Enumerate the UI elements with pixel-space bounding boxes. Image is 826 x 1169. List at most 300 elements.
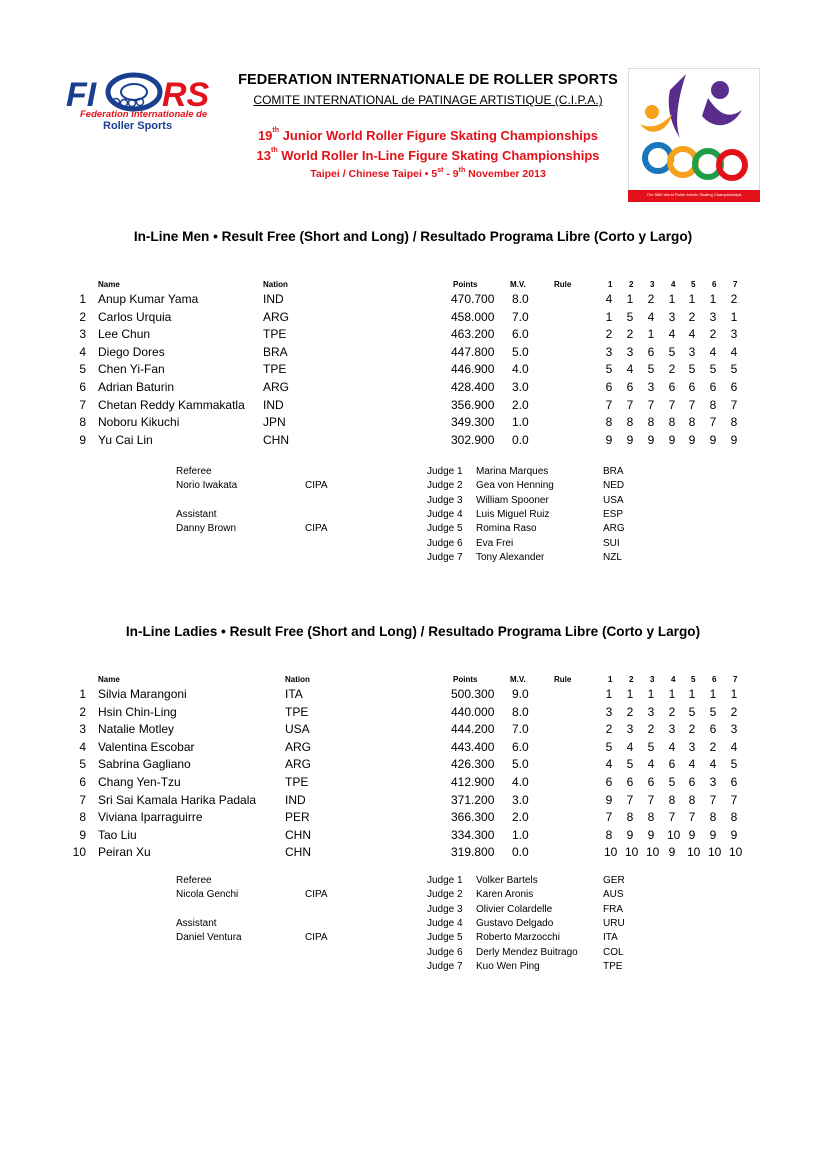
rank-cell: 8	[79, 810, 86, 825]
nation-cell: ITA	[285, 687, 303, 701]
judge-placement-cell: 3	[647, 704, 655, 719]
assistant-label: Assistant	[176, 508, 217, 520]
judge-label: Judge 1	[427, 466, 463, 477]
name-column-header: Name	[98, 675, 120, 684]
federation-name: FEDERATION INTERNATIONALE DE ROLLER SPORTS	[238, 72, 618, 88]
athlete-name-cell: Lee Chun	[98, 327, 151, 342]
nation-cell: ARG	[285, 739, 312, 754]
judge-column-header: 7	[733, 675, 738, 684]
result-row	[0, 828, 826, 846]
judge-column-header: 4	[671, 280, 676, 289]
assistant-org: CIPA	[305, 932, 328, 944]
athlete-name-cell: Peiran Xu	[98, 845, 151, 860]
rule-column-header: Rule	[554, 675, 572, 684]
judge-placement-cell: 7	[626, 397, 634, 412]
judge-placement-cell: 1	[626, 292, 634, 306]
judge-placement-cell: 1	[709, 687, 717, 701]
section-title: In-Line Men • Result Free (Short and Long) / Resultado Programa Libre (Corto y Largo)	[133, 229, 693, 244]
judge-label: Judge 6	[427, 537, 463, 549]
rank-cell: 5	[79, 757, 86, 772]
judge-placement-cell: 8	[626, 810, 634, 825]
athlete-name-cell: Hsin Chin-Ling	[98, 704, 177, 719]
rank-cell: 6	[79, 775, 86, 789]
judge-placement-cell: 10	[625, 845, 639, 860]
assistant-name: Daniel Ventura	[176, 932, 242, 944]
points-cell: 440.000	[451, 704, 495, 719]
judge-placement-cell: 8	[709, 810, 717, 825]
mv-cell: 5.0	[512, 344, 529, 359]
nation-cell: TPE	[285, 775, 309, 789]
athlete-name-cell: Diego Dores	[98, 344, 165, 359]
athlete-name-cell: Adrian Baturin	[98, 380, 175, 394]
judge-placement-cell: 7	[709, 792, 717, 807]
judge-placement-cell: 9	[626, 827, 634, 842]
judge-placement-cell: 7	[605, 810, 613, 825]
judge-nation: USA	[603, 494, 624, 506]
judge-placement-cell: 6	[668, 757, 676, 772]
rank-cell: 10	[72, 845, 86, 860]
nation-cell: IND	[285, 792, 306, 807]
judge-placement-cell: 4	[605, 757, 613, 772]
athlete-name-cell: Sri Sai Kamala Harika Padala	[98, 792, 257, 807]
judge-placement-cell: 9	[647, 432, 655, 447]
judge-placement-cell: 1	[688, 687, 696, 701]
mv-cell: 5.0	[512, 757, 529, 772]
rank-cell: 5	[79, 362, 86, 377]
result-row	[0, 810, 826, 828]
judge-placement-cell: 3	[626, 722, 634, 737]
rank-cell: 2	[79, 309, 86, 324]
rank-cell: 6	[79, 380, 86, 394]
judge-placement-cell: 1	[688, 292, 696, 306]
referee-label: Referee	[176, 875, 212, 886]
nation-cell: ARG	[263, 309, 290, 324]
judge-placement-cell: 7	[668, 397, 676, 412]
judge-placement-cell: 5	[647, 739, 655, 754]
nation-cell: ARG	[285, 757, 312, 772]
athlete-name-cell: Anup Kumar Yama	[98, 292, 199, 306]
judge-placement-cell: 9	[668, 845, 676, 860]
judge-label: Judge 5	[427, 932, 463, 944]
judge-name: Gea von Henning	[476, 480, 554, 492]
nation-cell: TPE	[263, 327, 287, 342]
judge-placement-cell: 3	[709, 309, 717, 324]
athlete-name-cell: Silvia Marangoni	[98, 687, 187, 701]
judge-placement-cell: 9	[605, 792, 613, 807]
judge-placement-cell: 10	[708, 845, 722, 860]
judge-placement-cell: 9	[709, 432, 717, 447]
mv-cell: 6.0	[512, 327, 529, 342]
judge-placement-cell: 1	[647, 327, 655, 342]
judge-column-header: 1	[608, 675, 613, 684]
judge-placement-cell: 4	[709, 344, 717, 359]
judge-label: Judge 3	[427, 494, 463, 506]
rank-cell: 2	[79, 704, 86, 719]
judge-placement-cell: 7	[730, 397, 738, 412]
athlete-name-cell: Chang Yen-Tzu	[98, 775, 181, 789]
result-row	[0, 705, 826, 723]
committee-name: COMITE INTERNATIONAL de PATINAGE ARTISTIQUE (C.I.P.A.)	[253, 93, 603, 107]
judge-nation: NED	[603, 480, 625, 492]
judge-placement-cell: 4	[626, 362, 634, 377]
mv-cell: 2.0	[512, 397, 529, 412]
rank-cell: 8	[79, 415, 86, 430]
mv-cell: 1.0	[512, 827, 529, 842]
mv-column-header: M.V.	[510, 280, 526, 289]
judge-placement-cell: 6	[730, 775, 738, 789]
nation-cell: BRA	[263, 344, 288, 359]
referee-label: Referee	[176, 466, 212, 477]
judge-placement-cell: 10	[604, 845, 618, 860]
judge-placement-cell: 2	[668, 362, 676, 377]
rank-cell: 3	[79, 722, 86, 737]
nation-cell: USA	[285, 722, 310, 737]
judge-placement-cell: 7	[647, 397, 655, 412]
event-location-dates: Taipei / Chinese Taipei • 5st - 9th November 2013	[310, 167, 546, 180]
judge-placement-cell: 2	[605, 722, 613, 737]
judge-column-header: 3	[650, 675, 655, 684]
judge-name: Olivier Colardelle	[476, 903, 553, 915]
judge-placement-cell: 5	[605, 739, 613, 754]
athlete-name-cell: Tao Liu	[98, 827, 137, 842]
points-cell: 447.800	[451, 344, 495, 359]
judge-nation: ESP	[603, 508, 624, 520]
judge-placement-cell: 5	[688, 362, 696, 377]
judge-placement-cell: 1	[730, 309, 738, 324]
mv-cell: 4.0	[512, 362, 529, 377]
championship-inline: 13th World Roller In-Line Figure Skating Championships	[256, 147, 600, 163]
result-row	[0, 327, 826, 345]
points-cell: 444.200	[451, 722, 495, 737]
judge-name: Kuo Wen Ping	[476, 960, 540, 972]
judge-name: Tony Alexander	[476, 551, 545, 563]
judge-column-header: 4	[671, 675, 676, 684]
judge-placement-cell: 4	[647, 309, 655, 324]
mv-cell: 0.0	[512, 845, 529, 860]
nation-column-header: Nation	[263, 280, 288, 289]
judge-placement-cell: 8	[647, 810, 655, 825]
judge-placement-cell: 3	[626, 344, 634, 359]
judge-placement-cell: 2	[647, 722, 655, 737]
judge-placement-cell: 6	[647, 344, 655, 359]
rule-column-header: Rule	[554, 280, 572, 289]
nation-cell: CHN	[263, 432, 289, 447]
judge-placement-cell: 6	[605, 380, 613, 394]
judge-placement-cell: 4	[730, 344, 738, 359]
nation-cell: TPE	[285, 704, 309, 719]
judge-placement-cell: 2	[688, 722, 696, 737]
judge-placement-cell: 9	[605, 432, 613, 447]
judge-placement-cell: 7	[730, 792, 738, 807]
judge-nation: ARG	[603, 523, 625, 535]
judge-placement-cell: 5	[730, 362, 738, 377]
mv-cell: 4.0	[512, 775, 529, 789]
nation-cell: ARG	[263, 380, 290, 394]
judge-label: Judge 7	[427, 551, 463, 563]
points-cell: 470.700	[451, 292, 495, 306]
judge-placement-cell: 5	[730, 757, 738, 772]
judge-placement-cell: 9	[730, 432, 738, 447]
judge-placement-cell: 2	[668, 704, 676, 719]
judge-placement-cell: 4	[730, 739, 738, 754]
judge-name: Karen Aronis	[476, 889, 534, 901]
points-cell: 349.300	[451, 415, 495, 430]
judge-placement-cell: 5	[626, 309, 634, 324]
result-row	[0, 380, 826, 398]
judge-nation: URU	[603, 917, 625, 929]
championship-junior: 19th Junior World Roller Figure Skating Championships	[257, 127, 599, 143]
judge-column-header: 6	[712, 675, 717, 684]
judge-column-header: 5	[691, 675, 696, 684]
judge-placement-cell: 3	[668, 309, 676, 324]
athlete-name-cell: Carlos Urquia	[98, 309, 172, 324]
judge-placement-cell: 2	[647, 292, 655, 306]
judge-placement-cell: 8	[668, 415, 676, 430]
judge-placement-cell: 1	[605, 687, 613, 701]
judge-placement-cell: 3	[688, 739, 696, 754]
judge-placement-cell: 1	[605, 309, 613, 324]
judge-placement-cell: 3	[730, 327, 738, 342]
judge-column-header: 3	[650, 280, 655, 289]
judge-placement-cell: 4	[626, 739, 634, 754]
judge-placement-cell: 3	[647, 380, 655, 394]
mv-cell: 3.0	[512, 792, 529, 807]
judge-placement-cell: 6	[709, 722, 717, 737]
judge-placement-cell: 2	[626, 704, 634, 719]
nation-cell: CHN	[285, 827, 311, 842]
championship-logo	[628, 68, 760, 202]
judge-placement-cell: 6	[647, 775, 655, 789]
judge-placement-cell: 8	[730, 810, 738, 825]
nation-cell: JPN	[263, 415, 286, 430]
judge-placement-cell: 4	[709, 757, 717, 772]
judge-placement-cell: 10	[667, 827, 681, 842]
judge-placement-cell: 3	[709, 775, 717, 789]
nation-cell: TPE	[263, 362, 287, 377]
points-cell: 443.400	[451, 739, 495, 754]
judge-placement-cell: 7	[647, 792, 655, 807]
judge-placement-cell: 5	[605, 362, 613, 377]
judge-placement-cell: 4	[668, 327, 676, 342]
judge-column-header: 2	[629, 280, 634, 289]
judge-name: Derly Mendez Buitrago	[476, 946, 578, 958]
nation-cell: IND	[263, 397, 284, 412]
athlete-name-cell: Sabrina Gagliano	[98, 757, 191, 772]
judge-placement-cell: 2	[709, 327, 717, 342]
judge-placement-cell: 6	[688, 775, 696, 789]
judge-label: Judge 6	[427, 946, 463, 958]
mv-cell: 3.0	[512, 380, 529, 394]
result-row	[0, 292, 826, 310]
judge-placement-cell: 9	[709, 827, 717, 842]
judge-placement-cell: 5	[709, 704, 717, 719]
judge-column-header: 7	[733, 280, 738, 289]
result-row	[0, 362, 826, 380]
judge-placement-cell: 7	[688, 397, 696, 412]
points-cell: 334.300	[451, 827, 495, 842]
judge-column-header: 1	[608, 280, 613, 289]
result-row	[0, 687, 826, 705]
result-row	[0, 310, 826, 328]
judge-label: Judge 4	[427, 917, 463, 929]
judge-placement-cell: 1	[668, 292, 676, 306]
judge-placement-cell: 4	[688, 327, 696, 342]
judge-placement-cell: 1	[709, 292, 717, 306]
judge-nation: GER	[603, 875, 625, 886]
judge-placement-cell: 2	[730, 704, 738, 719]
judge-placement-cell: 2	[709, 739, 717, 754]
judge-placement-cell: 8	[730, 415, 738, 430]
judge-placement-cell: 6	[626, 380, 634, 394]
judge-label: Judge 2	[427, 889, 463, 901]
nation-column-header: Nation	[285, 675, 310, 684]
championship-logo-caption: The 58th World Roller Artistic Skating Championships	[646, 192, 742, 197]
result-row	[0, 740, 826, 758]
judge-placement-cell: 7	[688, 810, 696, 825]
judge-label: Judge 2	[427, 480, 463, 492]
judge-placement-cell: 3	[605, 344, 613, 359]
judge-placement-cell: 2	[626, 327, 634, 342]
result-row	[0, 345, 826, 363]
rank-cell: 3	[79, 327, 86, 342]
judge-placement-cell: 7	[709, 415, 717, 430]
rank-cell: 9	[79, 432, 86, 447]
judge-placement-cell: 1	[626, 687, 634, 701]
points-cell: 371.200	[451, 792, 495, 807]
judge-label: Judge 5	[427, 523, 463, 535]
judge-name: Gustavo Delgado	[476, 917, 554, 929]
judge-placement-cell: 6	[709, 380, 717, 394]
judge-placement-cell: 5	[709, 362, 717, 377]
judge-placement-cell: 4	[605, 292, 613, 306]
judge-placement-cell: 4	[647, 757, 655, 772]
mv-cell: 6.0	[512, 739, 529, 754]
judge-column-header: 2	[629, 675, 634, 684]
judge-placement-cell: 6	[605, 775, 613, 789]
judge-placement-cell: 6	[668, 380, 676, 394]
judge-placement-cell: 1	[647, 687, 655, 701]
judge-placement-cell: 8	[626, 415, 634, 430]
rank-cell: 4	[79, 739, 86, 754]
judge-nation: AUS	[603, 889, 624, 901]
nation-cell: CHN	[285, 845, 311, 860]
rank-cell: 7	[79, 792, 86, 807]
judge-placement-cell: 5	[668, 344, 676, 359]
judge-placement-cell: 8	[688, 792, 696, 807]
nation-cell: PER	[285, 810, 310, 825]
judge-placement-cell: 9	[688, 827, 696, 842]
mv-column-header: M.V.	[510, 675, 526, 684]
rank-cell: 1	[79, 292, 86, 306]
rank-cell: 7	[79, 397, 86, 412]
judge-placement-cell: 9	[688, 432, 696, 447]
referee-org: CIPA	[305, 889, 328, 901]
judge-name: Eva Frei	[476, 537, 514, 549]
judge-label: Judge 7	[427, 960, 463, 972]
judge-placement-cell: 7	[668, 810, 676, 825]
athlete-name-cell: Natalie Motley	[98, 722, 175, 737]
judge-nation: NZL	[603, 551, 622, 563]
judge-name: Romina Raso	[476, 523, 537, 535]
judge-name: Marina Marques	[476, 466, 549, 477]
judge-name: Luis Miguel Ruiz	[476, 508, 550, 520]
judge-nation: FRA	[603, 903, 623, 915]
judge-placement-cell: 8	[605, 415, 613, 430]
judge-placement-cell: 8	[709, 397, 717, 412]
judge-label: Judge 4	[427, 508, 463, 520]
mv-cell: 2.0	[512, 810, 529, 825]
athlete-name-cell: Chetan Reddy Kammakatla	[98, 397, 245, 412]
result-row	[0, 845, 826, 863]
points-cell: 463.200	[451, 327, 495, 342]
points-cell: 500.300	[451, 687, 495, 701]
judge-placement-cell: 8	[688, 415, 696, 430]
rank-cell: 9	[79, 827, 86, 842]
judge-label: Judge 1	[427, 875, 463, 886]
points-cell: 428.400	[451, 380, 495, 394]
mv-cell: 8.0	[512, 704, 529, 719]
judge-name: Volker Bartels	[476, 875, 538, 886]
judge-placement-cell: 1	[730, 687, 738, 701]
assistant-name: Danny Brown	[176, 523, 237, 535]
judge-placement-cell: 10	[646, 845, 660, 860]
judge-placement-cell: 6	[730, 380, 738, 394]
judge-nation: SUI	[603, 537, 620, 549]
result-row	[0, 398, 826, 416]
logo-subtitle-2: Roller Sports	[103, 120, 173, 132]
judge-nation: BRA	[603, 466, 624, 477]
logo-subtitle-1: Federation Internationale de	[80, 109, 208, 120]
judge-placement-cell: 9	[626, 432, 634, 447]
assistant-org: CIPA	[305, 523, 328, 535]
svg-text:FI: FI	[66, 76, 97, 114]
judge-placement-cell: 3	[668, 722, 676, 737]
points-cell: 446.900	[451, 362, 495, 377]
judge-placement-cell: 3	[688, 344, 696, 359]
name-column-header: Name	[98, 280, 120, 289]
judge-placement-cell: 2	[688, 309, 696, 324]
judge-placement-cell: 4	[668, 739, 676, 754]
mv-cell: 9.0	[512, 687, 529, 701]
points-cell: 458.000	[451, 309, 495, 324]
nation-cell: IND	[263, 292, 284, 306]
rank-cell: 1	[79, 687, 86, 701]
judge-placement-cell: 8	[605, 827, 613, 842]
judge-column-header: 6	[712, 280, 717, 289]
judge-placement-cell: 5	[688, 704, 696, 719]
referee-name: Norio Iwakata	[176, 480, 238, 492]
points-cell: 319.800	[451, 845, 495, 860]
mv-cell: 8.0	[512, 292, 529, 306]
svg-text:RS: RS	[162, 76, 210, 114]
judge-placement-cell: 8	[647, 415, 655, 430]
referee-name: Nicola Genchi	[176, 889, 239, 901]
judge-placement-cell: 9	[668, 432, 676, 447]
result-row	[0, 775, 826, 793]
points-cell: 412.900	[451, 775, 495, 789]
judge-placement-cell: 10	[729, 845, 743, 860]
referee-org: CIPA	[305, 480, 328, 492]
athlete-name-cell: Chen Yi-Fan	[98, 362, 165, 377]
judge-placement-cell: 8	[668, 792, 676, 807]
judge-placement-cell: 1	[668, 687, 676, 701]
result-row	[0, 722, 826, 740]
judge-placement-cell: 5	[626, 757, 634, 772]
judge-placement-cell: 3	[730, 722, 738, 737]
athlete-name-cell: Yu Cai Lin	[98, 432, 153, 447]
judge-nation: ITA	[603, 932, 618, 944]
judge-name: Roberto Marzocchi	[476, 932, 560, 944]
